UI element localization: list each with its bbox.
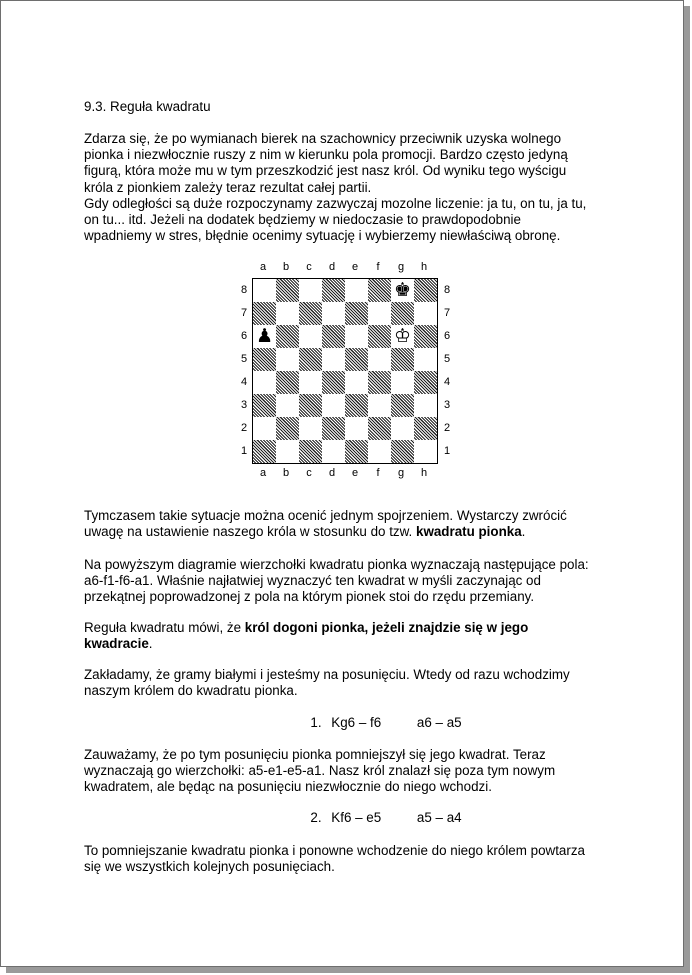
black-king-icon: ♚ (393, 279, 412, 301)
rank-label-2: 2 (443, 422, 451, 434)
square-a3 (253, 394, 276, 417)
file-label-d: d (328, 261, 336, 273)
rank-label-5: 5 (443, 353, 451, 365)
square-f5 (368, 348, 391, 371)
square-c3 (299, 394, 322, 417)
paragraph-diagram-explanation (84, 557, 614, 606)
square-b5 (276, 348, 299, 371)
square-f2 (368, 417, 391, 440)
rank-label-6: 6 (443, 330, 451, 342)
square-d7 (322, 302, 345, 325)
white-move: Kg6 – f6 (331, 715, 382, 730)
text-line: Tymczasem takie sytuacje można ocenić jednym spojrzeniem. Wystarczy zwrócić (84, 508, 567, 523)
square-d8 (322, 279, 345, 302)
square-g2 (391, 417, 414, 440)
square-f3 (368, 394, 391, 417)
square-g5 (391, 348, 414, 371)
square-a8 (253, 279, 276, 302)
square-e2 (345, 417, 368, 440)
text-line: wpadniemy w stres, błędnie ocenimy sytuację i wybierzemy niewłaściwą obronę. (84, 228, 561, 244)
square-f7 (368, 302, 391, 325)
file-label-h: h (420, 467, 428, 479)
text-line: naszym królem do kwadratu pionka. (84, 683, 298, 699)
text-span: . (148, 636, 153, 652)
file-label-b: b (282, 467, 290, 479)
text-line: króla z pionkiem zależy teraz rezultat całej partii. (84, 179, 372, 195)
square-e4 (345, 371, 368, 394)
square-d1 (322, 440, 345, 463)
paragraph-new-square (84, 747, 614, 796)
paragraph-assumption (84, 667, 614, 699)
square-e6 (345, 325, 368, 348)
square-h7 (414, 302, 437, 325)
text-line: Zauważamy, że po tym posunięciu pionka pomniejszył się jego kwadrat. Teraz (84, 747, 546, 762)
square-b1 (276, 440, 299, 463)
intro-paragraph (84, 131, 614, 244)
text-line: się we wszystkich kolejnych posunięciach. (84, 859, 335, 875)
text-span: uwagę na ustawienie naszego króla w stosunku do tzw. (84, 524, 416, 540)
rank-label-1: 1 (240, 445, 248, 457)
square-e1 (345, 440, 368, 463)
square-e8 (345, 279, 368, 302)
file-label-h: h (420, 261, 428, 273)
text-span: . (521, 524, 526, 540)
square-h1 (414, 440, 437, 463)
square-e7 (345, 302, 368, 325)
square-b2 (276, 417, 299, 440)
square-a7 (253, 302, 276, 325)
square-d4 (322, 371, 345, 394)
paragraph-square-intro (84, 508, 614, 540)
file-label-f: f (376, 261, 380, 273)
bold-rule: kwadracie (84, 636, 149, 652)
square-d6 (322, 325, 345, 348)
square-c7 (299, 302, 322, 325)
square-e3 (345, 394, 368, 417)
square-b3 (276, 394, 299, 417)
black-pawn-icon: ♟ (255, 325, 274, 347)
rank-label-3: 3 (443, 399, 451, 411)
square-a5 (253, 348, 276, 371)
text-span: Reguła kwadratu mówi, że (84, 620, 245, 635)
square-b6 (276, 325, 299, 348)
square-a2 (253, 417, 276, 440)
file-label-f: f (376, 467, 380, 479)
text-line: a6-f1-f6-a1. Właśnie najłatwiej wyznaczyć ten kwadrat w myśli zaczynając od (84, 573, 541, 589)
square-h8 (414, 279, 437, 302)
square-c8 (299, 279, 322, 302)
file-label-a: a (259, 467, 267, 479)
white-move: Kf6 – e5 (331, 810, 382, 825)
text-line: Gdy odległości są duże rozpoczynamy zazwyczaj mozolne liczenie: ja tu, on tu, ja tu, (84, 195, 587, 211)
text-line (84, 524, 614, 540)
black-move: a5 – a4 (416, 810, 462, 825)
text-line: Zakładamy, że gramy białymi i jesteśmy na posunięciu. Wtedy od razu wchodzimy (84, 667, 570, 682)
square-g7 (391, 302, 414, 325)
square-a4 (253, 371, 276, 394)
square-f4 (368, 371, 391, 394)
square-c4 (299, 371, 322, 394)
black-move: a6 – a5 (416, 715, 462, 730)
rank-label-7: 7 (443, 307, 451, 319)
square-c1 (299, 440, 322, 463)
square-a1 (253, 440, 276, 463)
text-line: przekątnej poprowadzonej z pola na którym pionek stoi do rzędu przemiany. (84, 589, 535, 605)
rank-label-1: 1 (443, 445, 451, 457)
rank-label-4: 4 (443, 376, 451, 388)
file-label-e: e (351, 261, 359, 273)
square-c2 (299, 417, 322, 440)
paragraph-conclusion (84, 843, 614, 875)
text-line (84, 620, 614, 636)
rank-label-8: 8 (443, 284, 451, 296)
text-line (84, 636, 614, 652)
square-h5 (414, 348, 437, 371)
square-g3 (391, 394, 414, 417)
file-label-e: e (351, 467, 359, 479)
square-h3 (414, 394, 437, 417)
rank-label-6: 6 (240, 330, 248, 342)
section-heading: 9.3. Reguła kwadratu (84, 99, 211, 114)
page-shadow-bottom (6, 967, 690, 973)
paragraph-rule (84, 620, 614, 652)
text-line: kwadratem, ale będąc na posunięciu niezwłocznie do niego wchodzi. (84, 779, 492, 795)
square-b7 (276, 302, 299, 325)
text-line: pionka i niezwłocznie ruszy z nim w kierunku pola promocji. Bardzo często jedyną (84, 147, 568, 163)
square-h4 (414, 371, 437, 394)
square-f8 (368, 279, 391, 302)
file-label-d: d (328, 467, 336, 479)
rank-label-4: 4 (240, 376, 248, 388)
file-label-b: b (282, 261, 290, 273)
square-d3 (322, 394, 345, 417)
move-line-2 (1, 810, 685, 826)
rank-label-2: 2 (240, 422, 248, 434)
chess-board (252, 278, 438, 464)
file-label-c: c (306, 467, 312, 479)
square-f6 (368, 325, 391, 348)
square-c5 (299, 348, 322, 371)
rank-label-7: 7 (240, 307, 248, 319)
square-g1 (391, 440, 414, 463)
file-label-g: g (397, 467, 405, 479)
square-d5 (322, 348, 345, 371)
square-h2 (414, 417, 437, 440)
text-line: Na powyższym diagramie wierzchołki kwadratu pionka wyznaczają następujące pola: (84, 557, 589, 572)
text-line: Zdarza się, że po wymianach bierek na szachownicy przeciwnik uzyska wolnego (84, 131, 562, 146)
bold-term: kwadratu pionka (416, 524, 522, 540)
rank-label-3: 3 (240, 399, 248, 411)
square-b8 (276, 279, 299, 302)
square-h6 (414, 325, 437, 348)
page-shadow-right (684, 6, 690, 972)
move-number: 2. (310, 810, 322, 825)
square-b4 (276, 371, 299, 394)
chess-diagram (233, 260, 459, 484)
text-line: To pomniejszanie kwadratu pionka i ponowne wchodzenie do niego królem powtarza (84, 843, 585, 858)
file-label-a: a (259, 261, 267, 273)
square-g4 (391, 371, 414, 394)
text-line: on tu... itd. Jeżeli na dodatek będziemy w niedoczasie to prawdopodobnie (84, 212, 521, 228)
rank-label-5: 5 (240, 353, 248, 365)
rank-label-8: 8 (240, 284, 248, 296)
square-d2 (322, 417, 345, 440)
move-line-1 (1, 715, 685, 731)
bold-rule: król dogoni pionka, jeżeli znajdzie się w jego (244, 620, 529, 635)
square-f1 (368, 440, 391, 463)
file-label-c: c (306, 261, 312, 273)
move-number: 1. (310, 715, 322, 730)
square-e5 (345, 348, 368, 371)
square-c6 (299, 325, 322, 348)
white-king-icon: ♔ (393, 325, 412, 347)
text-line: wyznaczają go wierzchołki: a5-e1-e5-a1. Nasz król znalazł się poza tym nowym (84, 763, 556, 779)
file-label-g: g (397, 261, 405, 273)
text-line: figurą, która może mu w tym przeszkodzić jest nasz król. Od wyniku tego wyścigu (84, 163, 567, 179)
